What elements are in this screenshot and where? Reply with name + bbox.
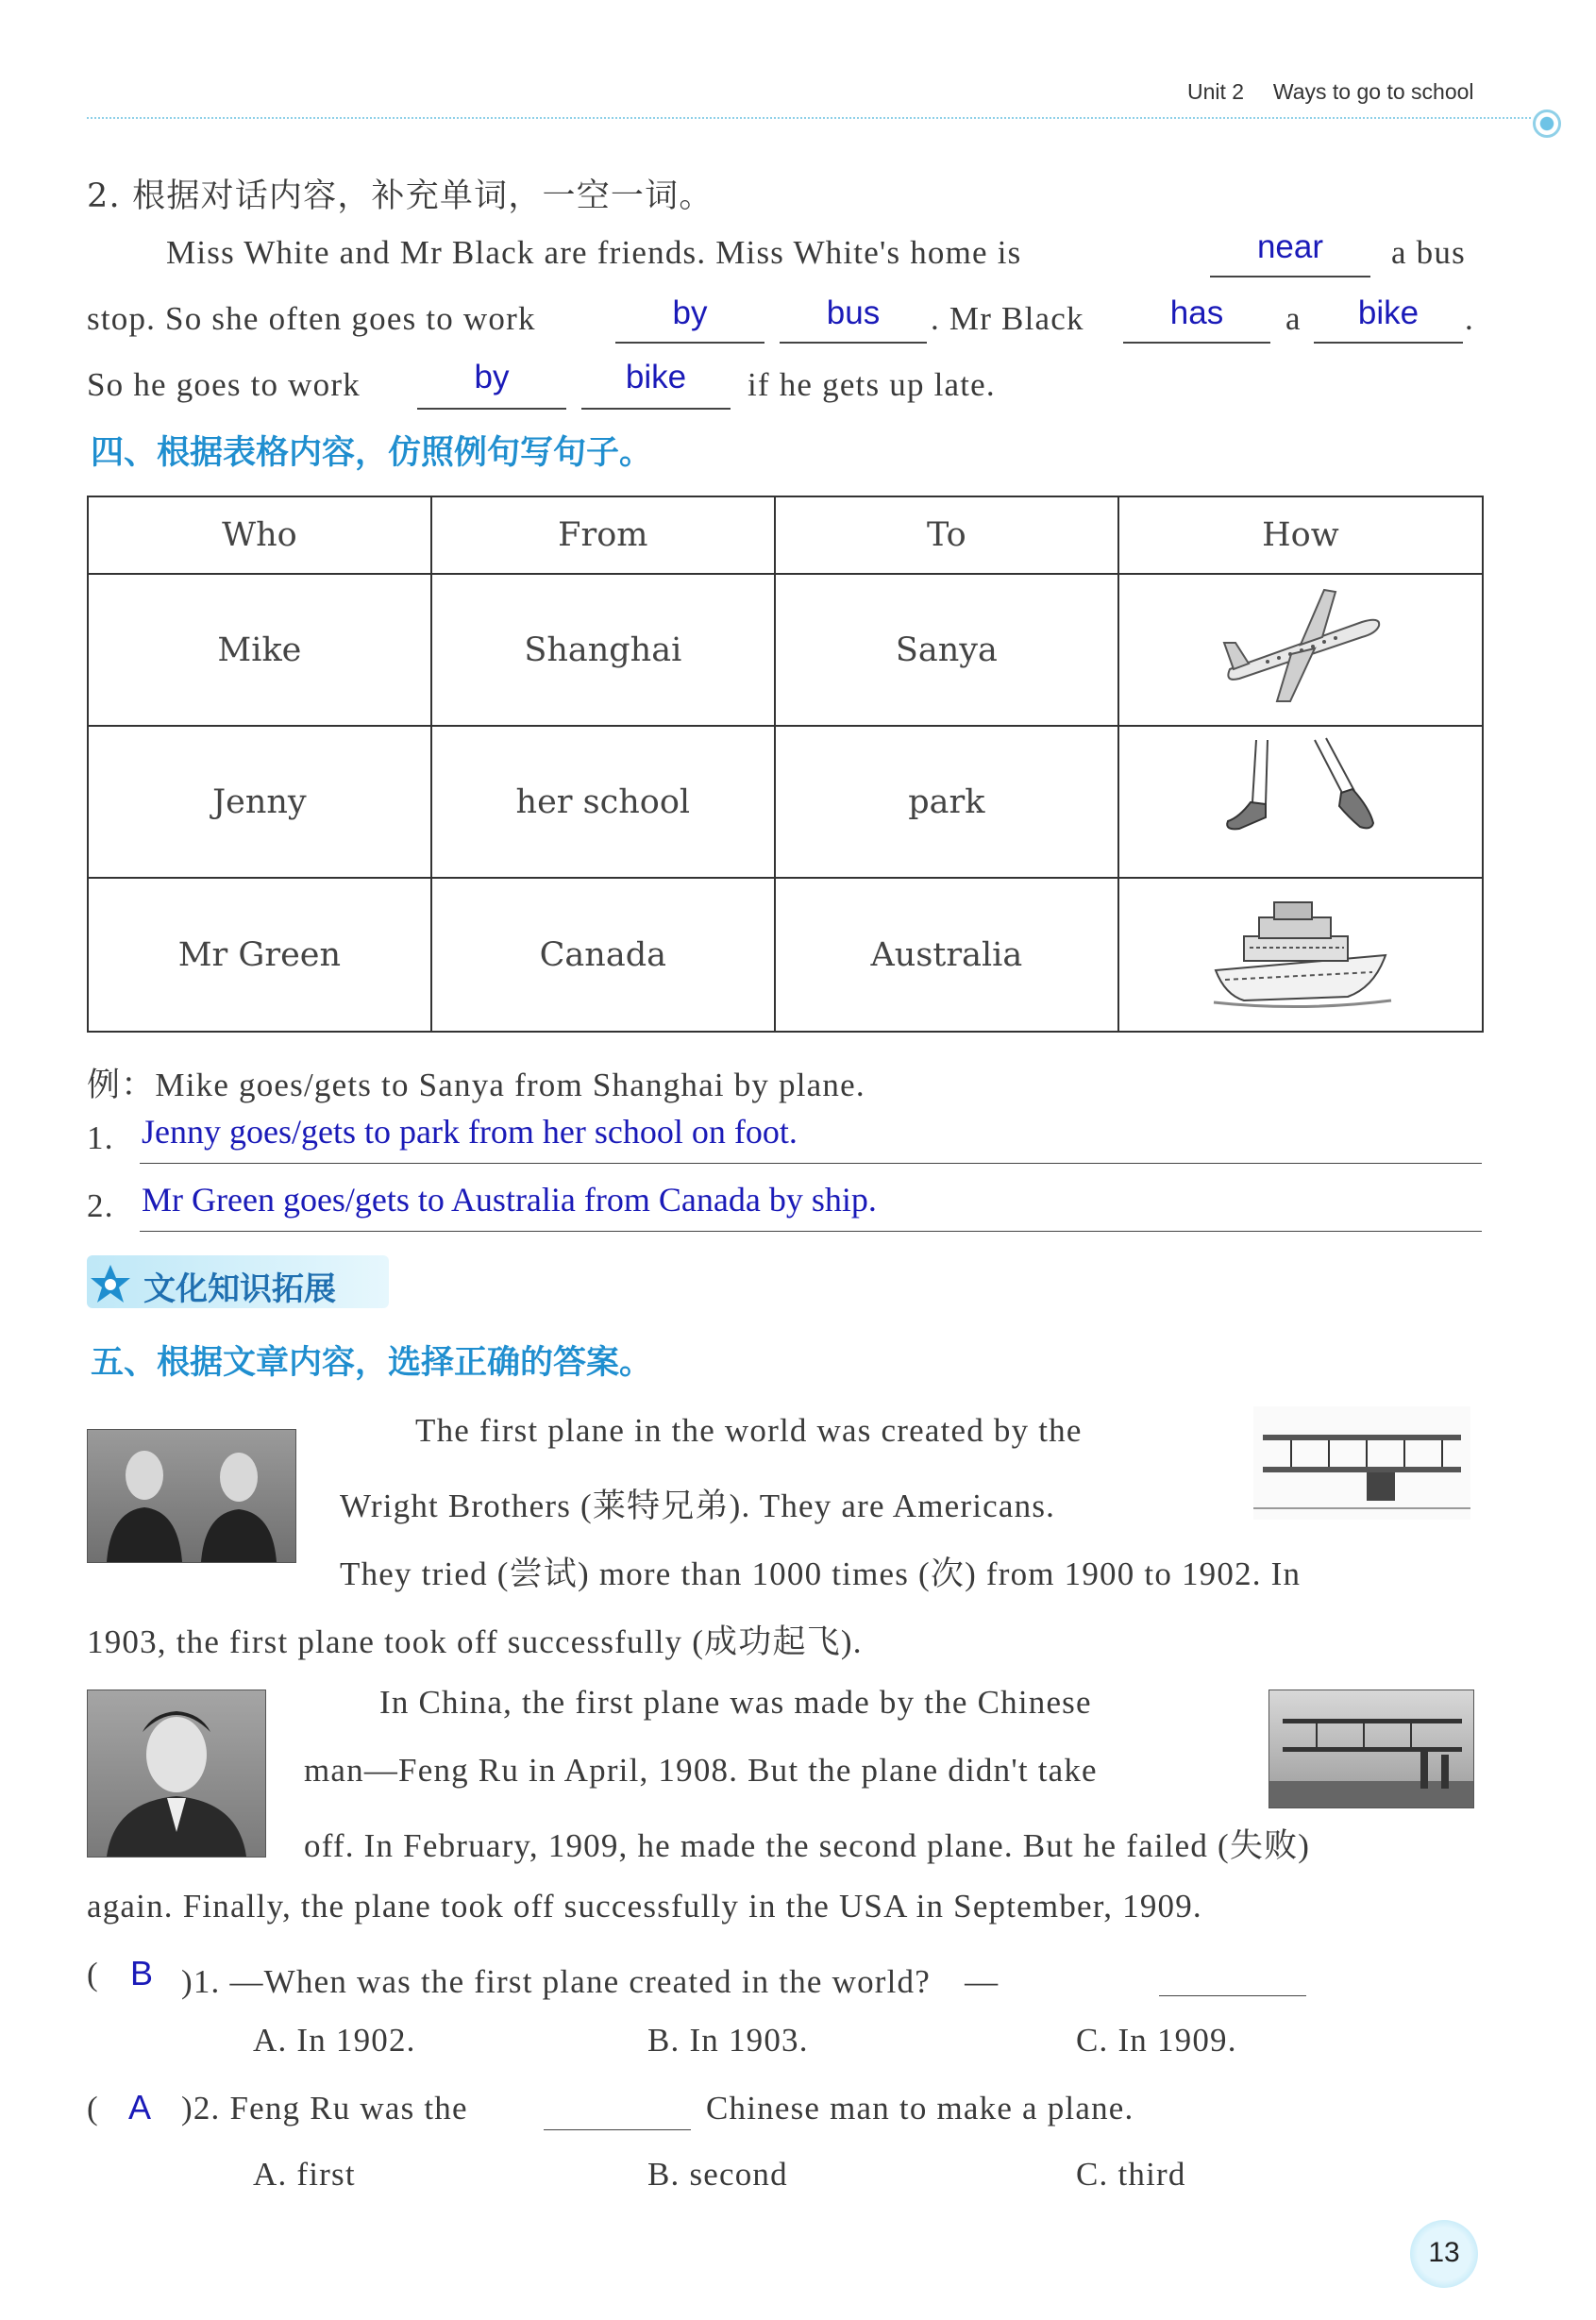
unit-title: Ways to go to school [1272, 79, 1474, 104]
cell-who: Mike [88, 574, 431, 726]
blank-bus [780, 342, 927, 344]
blank-by1 [615, 342, 764, 344]
answer-bus: bus [826, 294, 881, 331]
cell-from: Canada [431, 878, 775, 1032]
item2-answer: Mr Green goes/gets to Australia from Canada by ship. [142, 1181, 877, 1219]
cell-from: Shanghai [431, 574, 775, 726]
q1-option-a: A. In 1902. [253, 2022, 416, 2059]
example-sentence: 例：Mike goes/gets to Sanya from Shanghai by plane. [87, 1067, 865, 1103]
q2-line3-a: So he goes to work [87, 366, 361, 403]
table-row [88, 878, 1483, 1032]
table-header-row [88, 496, 1483, 574]
p2-line3: off. In February, 1909, he made the second plane. But he failed (失败) [304, 1827, 1311, 1864]
flower-icon [89, 1263, 132, 1304]
blank-bike2 [581, 408, 731, 410]
blank-has [1123, 342, 1270, 344]
q2-line1-b: a bus [1391, 234, 1466, 271]
item2-line [140, 1231, 1482, 1232]
item1-number: 1. [87, 1119, 114, 1156]
q2-answer: A [128, 2088, 152, 2127]
answer-has: has [1169, 294, 1224, 331]
q2-option-a: A. first [253, 2156, 356, 2193]
p1-line4: 1903, the first plane took off successfully (成功起飞). [87, 1623, 863, 1660]
q1-option-b: B. In 1903. [647, 2022, 809, 2059]
header-divider [87, 117, 1531, 119]
answer-bike1: bike [1357, 294, 1420, 331]
cell-how [1118, 574, 1483, 726]
q1-answer: B [130, 1954, 154, 1992]
section5-title: 五、根据文章内容，选择正确的答案。 [91, 1344, 653, 1382]
blank-by2 [417, 408, 566, 410]
cell-to: park [775, 726, 1118, 878]
q2-line2-d: . [1465, 300, 1474, 337]
page-number-badge [1410, 2220, 1478, 2288]
p1-line1: The first plane in the world was created by the [415, 1412, 1083, 1449]
page-header [1187, 79, 1474, 105]
p1-line2: Wright Brothers (莱特兄弟). They are Americans. [340, 1488, 1056, 1524]
item1-line [140, 1163, 1482, 1164]
p2-line1: In China, the first plane was made by the Chinese [379, 1684, 1092, 1721]
header-from: From [431, 496, 775, 574]
cell-how [1118, 726, 1483, 878]
q1-option-c: C. In 1909. [1076, 2022, 1237, 2059]
q2-question-b: Chinese man to make a plane. [706, 2090, 1134, 2127]
q2-paren-open: ( [87, 2090, 99, 2127]
item1-answer: Jenny goes/gets to park from her school on foot. [142, 1113, 798, 1151]
answer-near: near [1256, 228, 1324, 265]
cell-from: her school [431, 726, 775, 878]
banner-title: 文化知识拓展 [143, 1270, 336, 1308]
q2-option-b: B. second [647, 2156, 788, 2193]
q2-question-a: )2. Feng Ru was the [181, 2090, 468, 2127]
walking-feet-icon [1211, 736, 1390, 859]
q2-line1-a: Miss White and Mr Black are friends. Miss White's home is [166, 234, 1022, 271]
answer-by2: by [474, 359, 510, 395]
p2-line4: again. Finally, the plane took off successfully in the USA in September, 1909. [87, 1888, 1202, 1925]
cell-who: Jenny [88, 726, 431, 878]
ship-icon [1206, 889, 1395, 1012]
section4-title: 四、根据表格内容，仿照例句写句子。 [91, 434, 653, 472]
culture-banner [87, 1255, 389, 1308]
unit-label: Unit 2 [1187, 79, 1245, 104]
answer-bike2: bike [625, 359, 687, 395]
header-who: Who [88, 496, 431, 574]
blank-bike1 [1314, 342, 1463, 344]
cell-to: Sanya [775, 574, 1118, 726]
q2-line2-c: a [1285, 300, 1302, 337]
wright-plane-photo [1253, 1406, 1470, 1520]
q2-blank [544, 2129, 691, 2130]
q2-instruction: 2. 根据对话内容，补充单词，一空一词。 [87, 177, 714, 215]
cell-how [1118, 878, 1483, 1032]
header-circle-icon [1533, 109, 1561, 138]
q2-line2-b: . Mr Black [931, 300, 1084, 337]
q1-paren-open: ( [87, 1956, 99, 1992]
transport-table [87, 496, 1484, 1033]
q1-blank [1159, 1995, 1306, 1996]
page-number: 13 [1428, 2237, 1460, 2268]
feng-ru-plane-photo [1268, 1690, 1474, 1808]
table-row [88, 726, 1483, 878]
p1-line3: They tried (尝试) more than 1000 times (次) from 1900 to 1902. In [340, 1555, 1302, 1592]
cell-who: Mr Green [88, 878, 431, 1032]
q2-line2-a: stop. So she often goes to work [87, 300, 536, 337]
q1-question: )1. —When was the first plane created in the world? — [181, 1963, 1000, 2000]
feng-ru-photo [87, 1690, 266, 1858]
answer-by1: by [672, 294, 708, 331]
p2-line2: man—Feng Ru in April, 1908. But the plane didn't take [304, 1752, 1098, 1789]
q2-line3-b: if he gets up late. [748, 366, 996, 403]
item2-number: 2. [87, 1187, 114, 1224]
header-how: How [1118, 496, 1483, 574]
q2-option-c: C. third [1076, 2156, 1186, 2193]
cell-to: Australia [775, 878, 1118, 1032]
wright-brothers-photo [87, 1429, 296, 1563]
blank-near [1210, 276, 1370, 277]
table-row [88, 574, 1483, 726]
header-to: To [775, 496, 1118, 574]
airplane-icon [1211, 584, 1390, 707]
